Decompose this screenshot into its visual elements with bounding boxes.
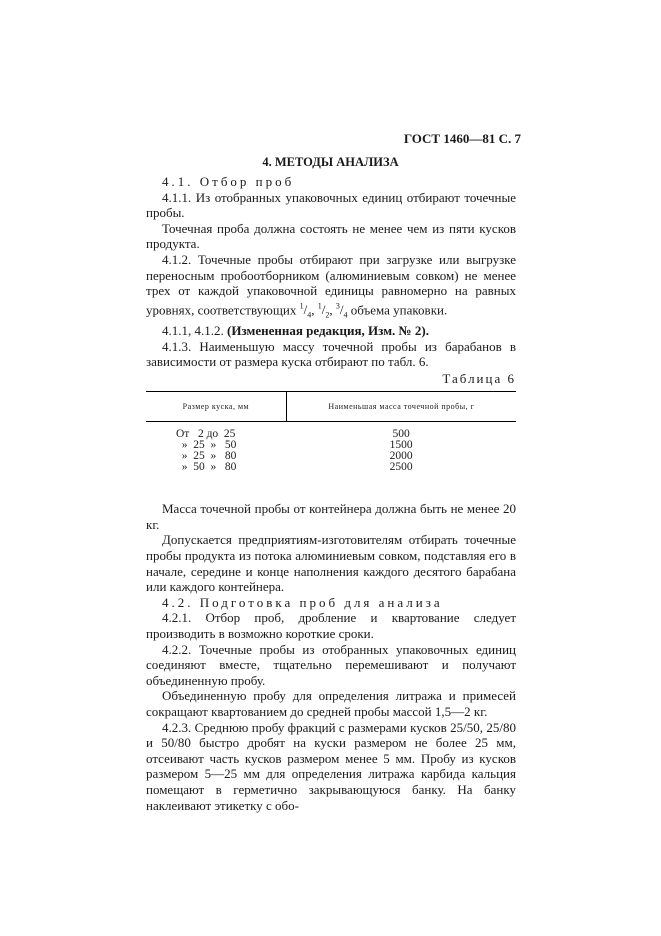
table-row <box>146 422 516 441</box>
table-cell-size: » 50 » 80 <box>176 461 237 474</box>
page-header: ГОСТ 1460—81 С. 7 <box>403 131 521 146</box>
table-cell-mass: 2000 <box>389 450 413 463</box>
table-header-size: Размер куска, мм <box>146 391 286 422</box>
paragraph-combined-sample: Объединенную пробу для определения литража и примесей сокращают квартованием до средней пробы массой 1,5—2 кг. <box>146 688 516 719</box>
paragraph-flow-sampling: Допускается предприятиям-изготовителям отбирать точечные пробы продукта из потока алюминиевым совком, подставляя его в начале, середине и конце наполнения каждого десятого барабана или каждого контейнера. <box>146 532 516 595</box>
paragraph-4-1-1: 4.1.1. Из отобранных упаковочных единиц отбирают точечные пробы. <box>146 189 516 221</box>
table-cell-mass: 500 <box>392 428 410 441</box>
subsection-4-1: 4.1. Отбор проб <box>162 174 295 189</box>
table-cell-size: » 25 » 50 <box>176 439 237 452</box>
paragraph-4-2-3: 4.2.3. Среднюю пробу фракций с размерами кусков 25/50, 25/80 и 50/80 быстро дробят на куски размером не более 25 мм, отсеивают часть кусков размером менее 5 мм. Пробу из кусков размером 5—25 мм для определения литража карбида кальция помещают в герметично закрывающуюся банку. На банку наклеивают этикетку с обо- <box>146 719 516 813</box>
paragraph-4-2-2: 4.2.2. Точечные пробы из отобранных упаковочных единиц соединяют вместе, тщательно перемешивают и получают объединенную пробу. <box>146 641 516 688</box>
amendment-bold: (Измененная редакция, Изм. № 2). <box>227 323 429 339</box>
table-cell-mass: 1500 <box>389 439 413 452</box>
fraction-one-quarter: $^1/_4$ <box>299 301 312 320</box>
fraction-three-quarters: $^3/_4$ <box>335 301 348 320</box>
amendment-refs: 4.1.1, 4.1.2. <box>162 323 224 339</box>
table-header-mass: Наименьшая масса точечной пробы, г <box>286 391 516 422</box>
amendment-note <box>146 323 516 339</box>
table-6 <box>146 391 516 480</box>
paragraph-4-1-2: 4.1.2. Точечные пробы отбирают при загрузке или выгрузке переносным пробоотборником (алюминиевым совком) не менее трех от каждой упаковочной единицы равномерно на равных уровнях, соответствующих $^1/_4$, $^1/_2$, $^3/_4$ объема упаковки. <box>146 251 516 320</box>
paragraph-4-1-2-end: объема упаковки. <box>350 302 448 318</box>
subsection-4-2: 4.2. Подготовка проб для анализа <box>162 594 443 610</box>
table-cell-size: От 2 до 25 <box>176 428 236 441</box>
table-label: Таблица 6 <box>442 371 516 387</box>
paragraph-4-1-3: 4.1.3. Наименьшую массу точечной пробы из барабанов в зависимости от размера куска отбирают по табл. 6. <box>146 338 516 370</box>
paragraph-4-1-2-text: 4.1.2. Точечные пробы отбирают при загрузке или выгрузке переносным пробоотборником (алюминиевым совком) не менее трех от каждой упаковочной единицы равномерно на равных уровнях, соответствующих <box>146 251 516 318</box>
body-text <box>146 174 516 813</box>
paragraph-container-mass: Масса точечной пробы от контейнера должна быть не менее 20 кг. <box>146 501 516 532</box>
table-cell-mass: 2500 <box>389 461 413 474</box>
paragraph-sample-composition: Точечная проба должна состоять не менее чем из пяти кусков продукта. <box>146 220 516 252</box>
table-row <box>146 462 516 479</box>
section-title: 4. МЕТОДЫ АНАЛИЗА <box>262 155 399 169</box>
fraction-one-half: $^1/_2$ <box>317 301 330 320</box>
table-cell-size: » 25 » 80 <box>176 450 237 463</box>
paragraph-4-2-1: 4.2.1. Отбор проб, дробление и квартование следует производить в возможно короткие сроки. <box>146 610 516 641</box>
